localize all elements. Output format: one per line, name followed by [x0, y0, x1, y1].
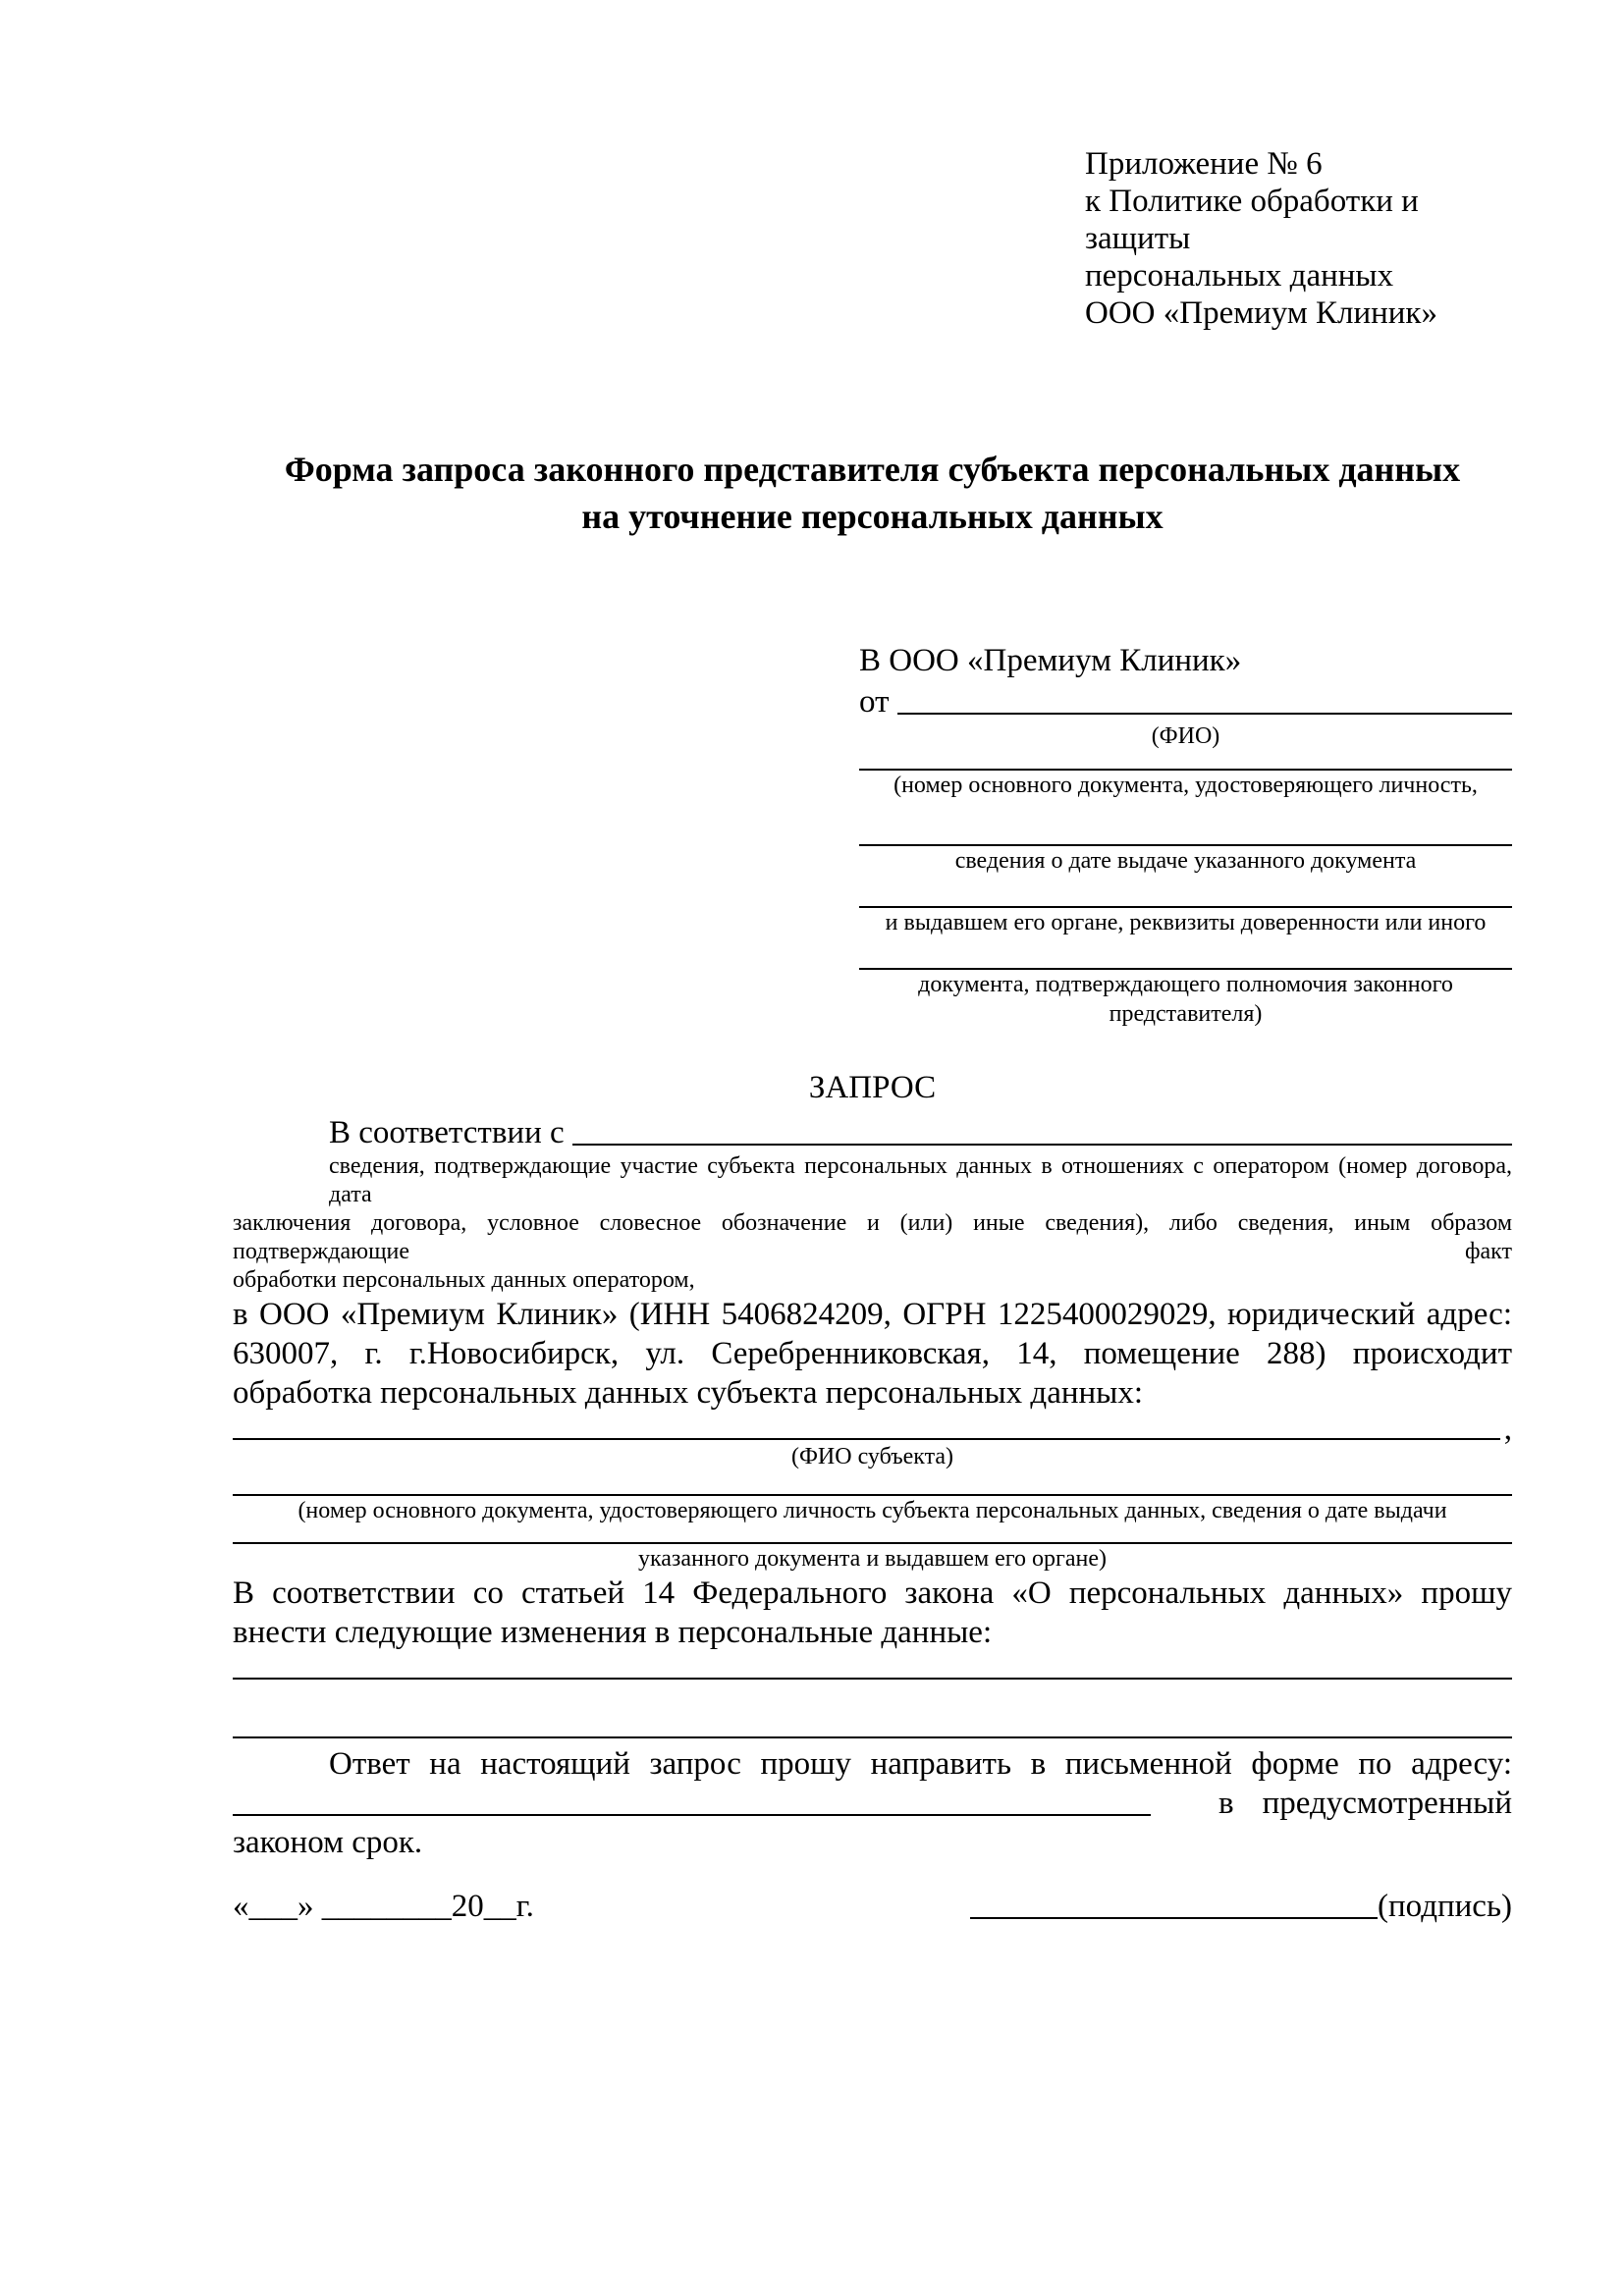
- subject-fio-caption: (ФИО субъекта): [790, 1444, 954, 1469]
- date-blank: «___» ________20__г.: [233, 1889, 534, 1924]
- appendix-line-2: к Политике обработки и защиты: [1085, 184, 1419, 256]
- accordance-row: [233, 1113, 1512, 1152]
- reply-paragraph: [233, 1744, 1512, 1862]
- changes-blank-line-2: [233, 1736, 1512, 1738]
- footnote-line-1: сведения, подтверждающие участие субъекта персональных данных в отношениях с оператором (номер договора, дата: [329, 1153, 1512, 1207]
- reply-line-3: законом срок.: [233, 1825, 423, 1860]
- reply-word-a: в: [1218, 1786, 1234, 1821]
- fio-caption: (ФИО): [1151, 723, 1220, 749]
- footnote-line-3: обработки персональных данных оператором,: [233, 1267, 695, 1293]
- representative-doc-caption-4: документа, подтверждающего полномочия законного представителя): [918, 972, 1453, 1027]
- request-heading: ЗАПРОС: [808, 1070, 937, 1105]
- addressee-organization: В ООО «Премиум Клиник»: [859, 643, 1242, 678]
- from-row: [859, 682, 1512, 721]
- reply-line-1: Ответ на настоящий запрос прошу направить в письменной форме по адресу:: [329, 1746, 1512, 1782]
- representative-doc-caption-3: и выдавшем его органе, реквизиты доверенности или иного: [885, 910, 1487, 935]
- addressee-block: [859, 641, 1512, 1029]
- operator-relation-footnote: [233, 1152, 1512, 1295]
- from-blank-line: [897, 682, 1513, 715]
- amendment-paragraph: [233, 1574, 1512, 1652]
- operator-details-line-2: 630007, г. г.Новосибирск, ул. Серебренниковская, 14, помещение 288) происходит: [233, 1336, 1512, 1371]
- changes-blank-line-1: [233, 1678, 1512, 1680]
- subject-fio-row: [233, 1412, 1512, 1447]
- signature-blank-line: [970, 1890, 1378, 1919]
- operator-details-line-1: в ООО «Премиум Клиник» (ИНН 5406824209, ОГРН 1225400029029, юридический адрес:: [233, 1297, 1512, 1332]
- amendment-line-1: В соответствии со статьей 14 Федерального закона «О персональных данных» прошу: [233, 1575, 1512, 1611]
- subject-doc-caption-1: (номер основного документа, удостоверяющего личность субъекта персональных данных, сведения о дате выдачи: [298, 1498, 1447, 1523]
- operator-details-line-3: обработка персональных данных субъекта персональных данных:: [233, 1375, 1143, 1411]
- appendix-line-4: ООО «Премиум Клиник»: [1085, 295, 1437, 331]
- from-label: от: [859, 684, 890, 720]
- trailing-comma: ,: [1503, 1412, 1512, 1447]
- subject-doc-caption-2: указанного документа и выдавшем его органе): [637, 1546, 1108, 1572]
- reply-word-b: предусмотренный: [1262, 1786, 1512, 1821]
- signature-row: [233, 1890, 1512, 1923]
- signature-caption: (подпись): [1378, 1889, 1512, 1924]
- reply-address-blank-line: [233, 1784, 1151, 1816]
- representative-doc-caption-1: (номер основного документа, удостоверяющего личность,: [893, 773, 1478, 798]
- footnote-line-2: заключения договора, условное словесное обозначение и (или) иные сведения), либо сведения, иным образом подтверждающие факт: [233, 1210, 1512, 1264]
- amendment-line-2: внести следующие изменения в персональные данные:: [233, 1615, 993, 1650]
- subject-fio-blank-line: [233, 1416, 1500, 1440]
- document-title: [233, 446, 1512, 540]
- appendix-header: [1085, 145, 1512, 332]
- representative-doc-caption-2: сведения о дате выдаче указанного документа: [954, 848, 1417, 874]
- signature-group: [970, 1890, 1512, 1923]
- document-title-line-1: Форма запроса законного представителя субъекта персональных данных: [284, 450, 1461, 489]
- appendix-line-3: персональных данных: [1085, 258, 1394, 294]
- reply-address-row: [233, 1784, 1512, 1823]
- accordance-lead-text: В соответствии с: [329, 1115, 565, 1150]
- document-title-line-2: на уточнение персональных данных: [581, 497, 1164, 536]
- accordance-blank-line: [572, 1113, 1512, 1146]
- appendix-line-1: Приложение № 6: [1085, 146, 1323, 182]
- operator-details-paragraph: [233, 1295, 1512, 1413]
